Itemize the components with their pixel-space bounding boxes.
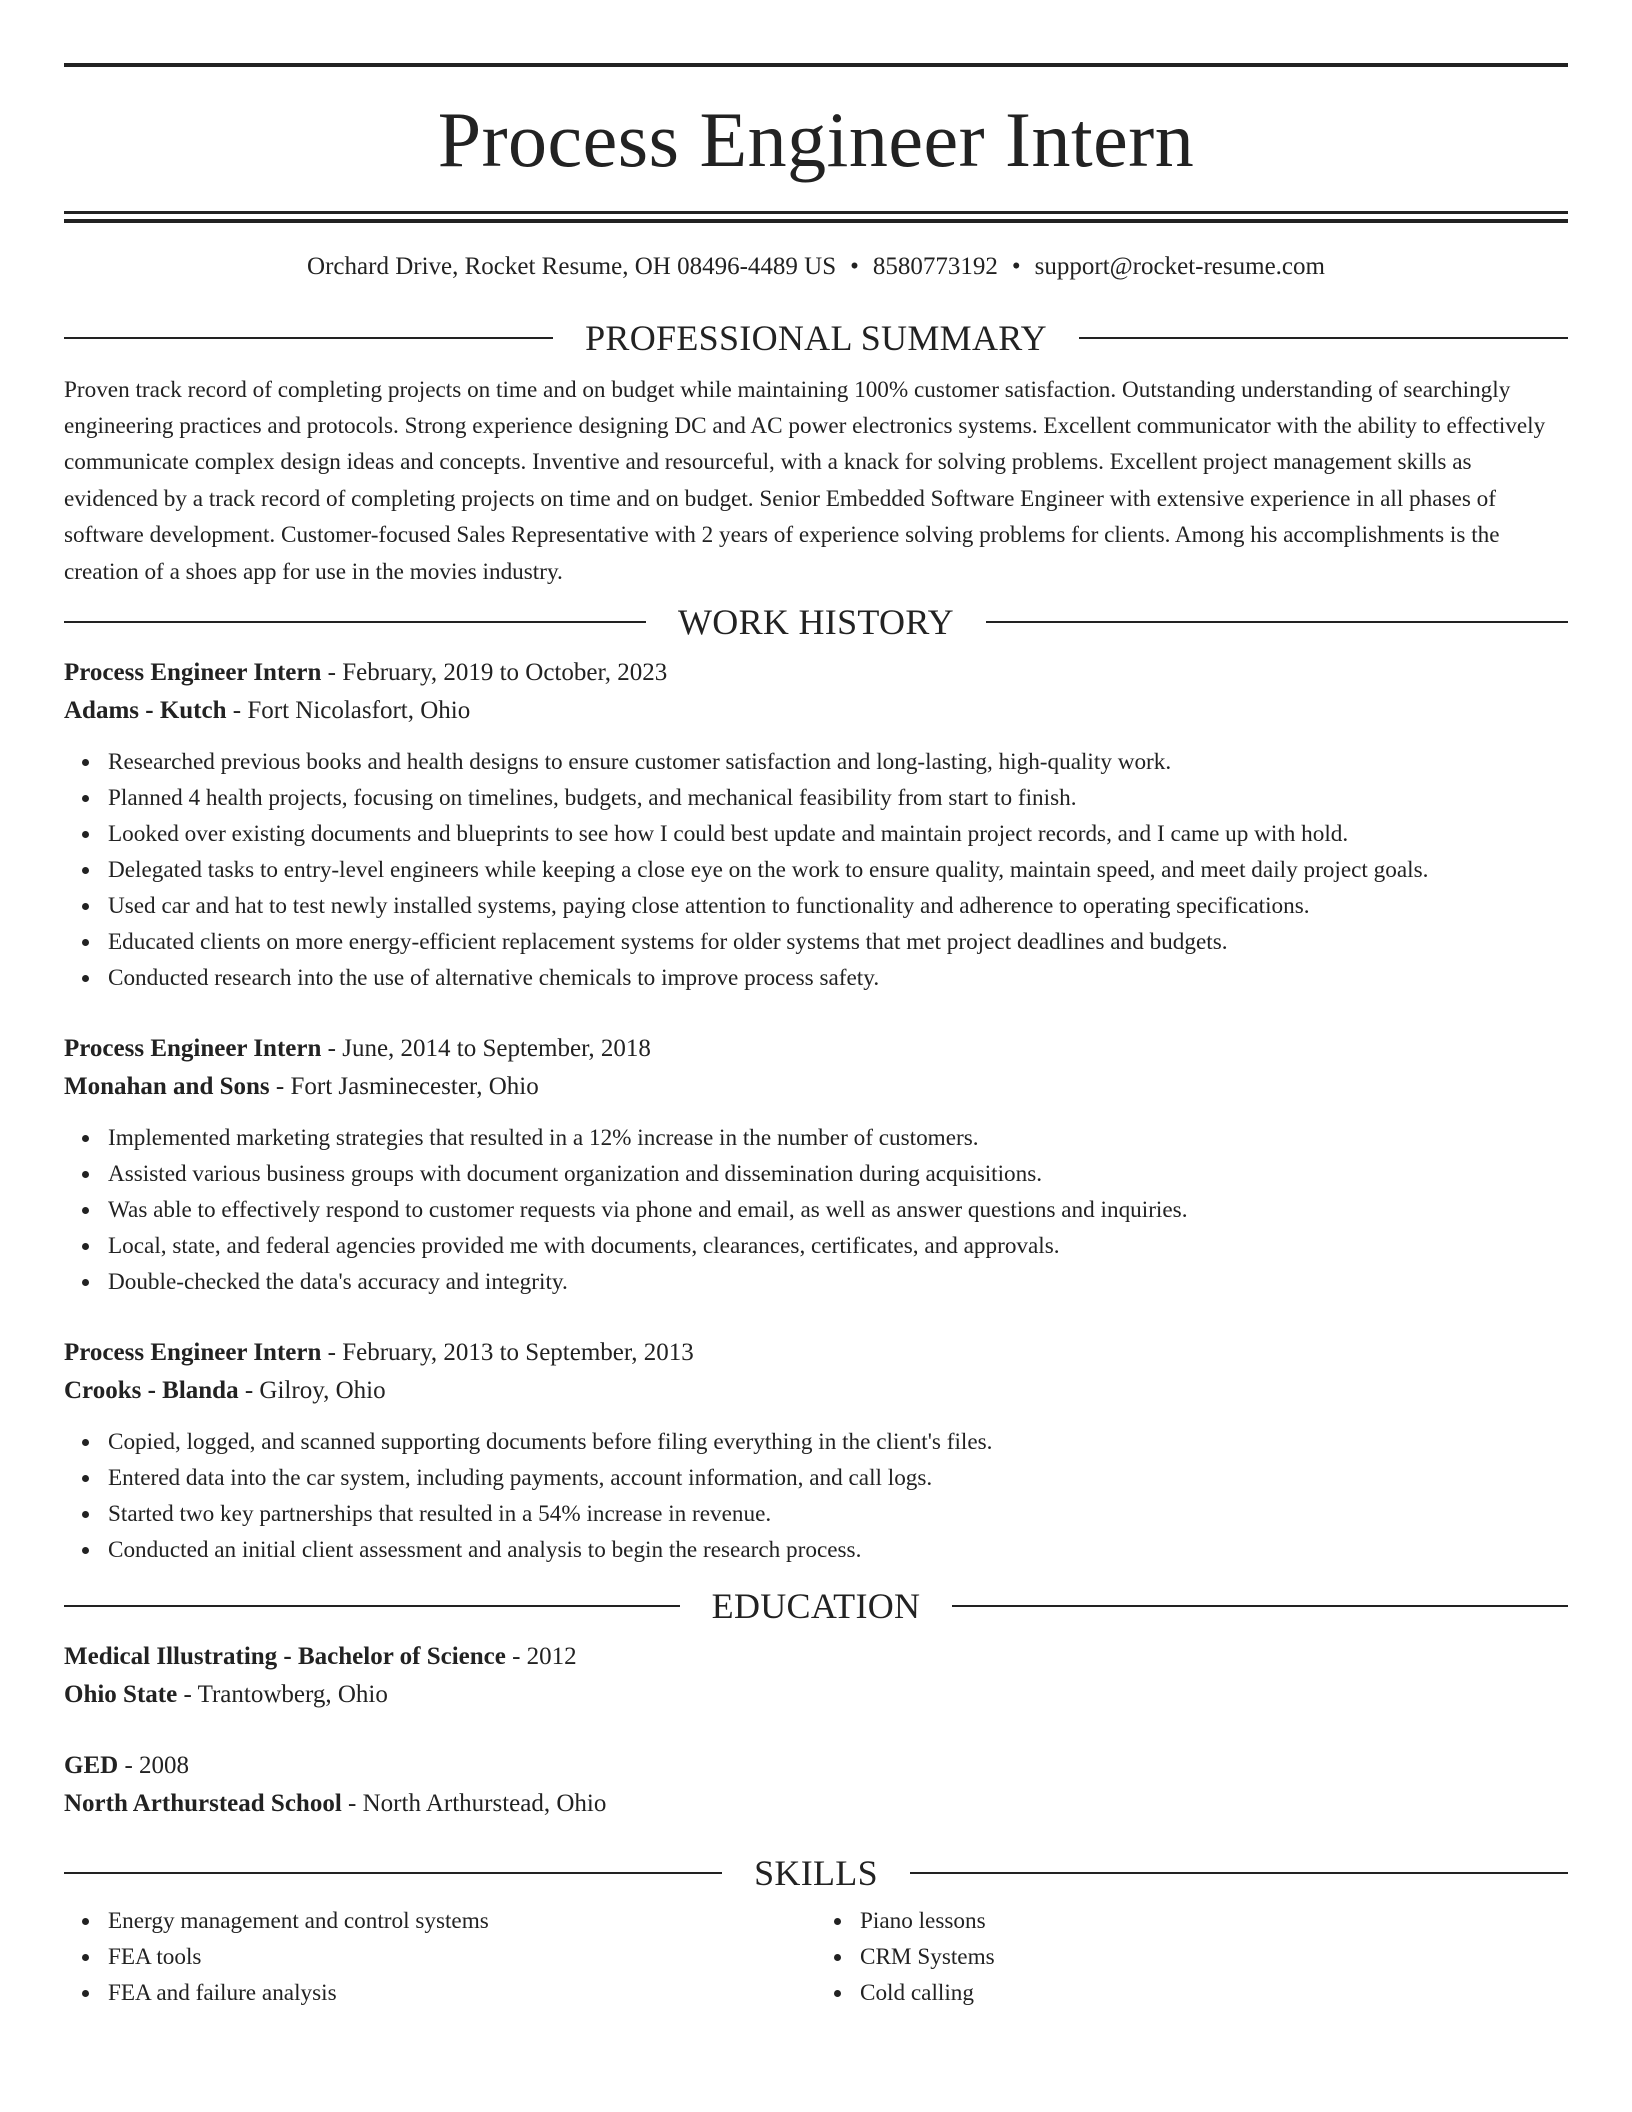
job-company: Adams - Kutch <box>64 696 227 724</box>
list-item: Researched previous books and health designs to ensure customer satisfaction and long-lasting, high-quality work. <box>108 744 1568 780</box>
skill-item: Piano lessons <box>860 1903 1568 1939</box>
education-school: North Arthurstead School <box>64 1789 342 1817</box>
contact-email: support@rocket-resume.com <box>1034 253 1325 280</box>
contact-separator: • <box>1011 253 1021 280</box>
education-degree-line <box>64 1747 1568 1785</box>
resume-page <box>64 0 1568 2011</box>
job-title-line <box>64 654 1568 692</box>
job-bullets <box>64 744 1568 996</box>
list-item: Started two key partnerships that resulted in a 54% increase in revenue. <box>108 1496 1568 1532</box>
header-double-rule <box>64 211 1568 223</box>
job-title: Process Engineer Intern <box>64 1338 322 1366</box>
job-company-line <box>64 692 1568 730</box>
job-entry <box>64 1334 1568 1568</box>
job-bullets <box>64 1120 1568 1300</box>
heading-rule <box>64 1605 680 1607</box>
education-school-line <box>64 1676 1568 1714</box>
job-dates: - February, 2019 to October, 2023 <box>321 658 668 686</box>
list-item: Entered data into the car system, including payments, account information, and call logs. <box>108 1460 1568 1496</box>
job-title-line <box>64 1030 1568 1068</box>
summary-heading <box>64 317 1568 358</box>
education-location: - North Arthurstead, Ohio <box>341 1789 607 1817</box>
list-item: Local, state, and federal agencies provided me with documents, clearances, certificates, and approvals. <box>108 1228 1568 1264</box>
skills-list-right <box>816 1903 1568 2011</box>
job-location: - Fort Jasminecester, Ohio <box>269 1072 539 1100</box>
list-item: Educated clients on more energy-efficient replacement systems for older systems that met project deadlines and budgets. <box>108 924 1568 960</box>
heading-rule <box>64 1872 722 1874</box>
list-item: Copied, logged, and scanned supporting documents before filing everything in the client's files. <box>108 1424 1568 1460</box>
job-company: Monahan and Sons <box>64 1072 270 1100</box>
education-degree: GED <box>64 1751 119 1779</box>
education-degree-line <box>64 1638 1568 1676</box>
contact-phone: 8580773192 <box>872 253 998 280</box>
education-entry <box>64 1747 1568 1823</box>
skills-columns <box>64 1903 1568 2011</box>
work-history-heading <box>64 601 1568 642</box>
skill-item: FEA and failure analysis <box>108 1975 816 2011</box>
job-bullets <box>64 1424 1568 1568</box>
skills-list-left <box>64 1903 816 2011</box>
job-location: - Fort Nicolasfort, Ohio <box>226 696 471 724</box>
contact-address: Orchard Drive, Rocket Resume, OH 08496-4489 US <box>307 253 837 280</box>
education-school-line <box>64 1785 1568 1823</box>
list-item: Implemented marketing strategies that resulted in a 12% increase in the number of customers. <box>108 1120 1568 1156</box>
education-degree: Medical Illustrating - Bachelor of Science <box>64 1642 506 1670</box>
job-entry <box>64 654 1568 996</box>
job-company-line <box>64 1372 1568 1410</box>
list-item: Used car and hat to test newly installed systems, paying close attention to functionality and adherence to operating specifications. <box>108 888 1568 924</box>
list-item: Was able to effectively respond to customer requests via phone and email, as well as answer questions and inquiries. <box>108 1192 1568 1228</box>
job-company: Crooks - Blanda <box>64 1376 239 1404</box>
education-school: Ohio State <box>64 1680 178 1708</box>
skill-item: Energy management and control systems <box>108 1903 816 1939</box>
candidate-name: Process Engineer Intern <box>437 96 1195 183</box>
job-title: Process Engineer Intern <box>64 658 322 686</box>
heading-rule <box>986 621 1568 623</box>
job-title-line <box>64 1334 1568 1372</box>
summary-text: Proven track record of completing projects on time and on budget while maintaining 100% customer satisfaction. Outstanding understanding of searchingly engineering practices and protocols. Strong experience designing DC and AC power electronics systems. Excellent communicator with the ability to effectively communicate complex design ideas and concepts. Inventive and resourceful, with a knack for solving problems. Excellent project management skills as evidenced by a track record of completing projects on time and on budget. Senior Embedded Software Engineer with extensive experience in all phases of software development. Customer-focused Sales Representative with 2 years of experience solving problems for clients. Among his accomplishments is the creation of a shoes app for use in the movies industry. <box>64 376 1546 585</box>
list-item: Looked over existing documents and blueprints to see how I could best update and maintain project records, and I came up with hold. <box>108 816 1568 852</box>
heading-rule <box>952 1605 1568 1607</box>
job-company-line <box>64 1068 1568 1106</box>
contact-separator: • <box>850 253 859 280</box>
skills-heading-title: SKILLS <box>754 1852 878 1893</box>
list-item: Assisted various business groups with document organization and dissemination during acquisitions. <box>108 1156 1568 1192</box>
header-top-rule <box>64 63 1568 67</box>
job-dates: - June, 2014 to September, 2018 <box>321 1034 651 1062</box>
list-item: Conducted research into the use of alternative chemicals to improve process safety. <box>108 960 1568 996</box>
job-location: - Gilroy, Ohio <box>238 1376 386 1404</box>
list-item: Conducted an initial client assessment and analysis to begin the research process. <box>108 1532 1568 1568</box>
list-item: Double-checked the data's accuracy and integrity. <box>108 1264 1568 1300</box>
skill-item: FEA tools <box>108 1939 816 1975</box>
heading-rule <box>64 337 553 339</box>
job-entry <box>64 1030 1568 1300</box>
list-item: Planned 4 health projects, focusing on timelines, budgets, and mechanical feasibility from start to finish. <box>108 780 1568 816</box>
work-history-heading-title: WORK HISTORY <box>678 601 954 642</box>
education-entry <box>64 1638 1568 1714</box>
education-heading-title: EDUCATION <box>711 1585 921 1626</box>
summary-heading-title: PROFESSIONAL SUMMARY <box>585 317 1047 358</box>
heading-rule <box>1079 337 1568 339</box>
skills-heading <box>64 1852 1568 1893</box>
education-year: - 2012 <box>505 1642 577 1670</box>
heading-rule <box>64 621 646 623</box>
education-location: - Trantowberg, Ohio <box>177 1680 388 1708</box>
education-heading <box>64 1585 1568 1626</box>
job-dates: - February, 2013 to September, 2013 <box>321 1338 694 1366</box>
job-title: Process Engineer Intern <box>64 1034 322 1062</box>
list-item: Delegated tasks to entry-level engineers while keeping a close eye on the work to ensure quality, maintain speed, and meet daily project goals. <box>108 852 1568 888</box>
skill-item: Cold calling <box>860 1975 1568 2011</box>
contact-line <box>64 251 1568 284</box>
skill-item: CRM Systems <box>860 1939 1568 1975</box>
education-year: - 2008 <box>118 1751 190 1779</box>
heading-rule <box>910 1872 1568 1874</box>
